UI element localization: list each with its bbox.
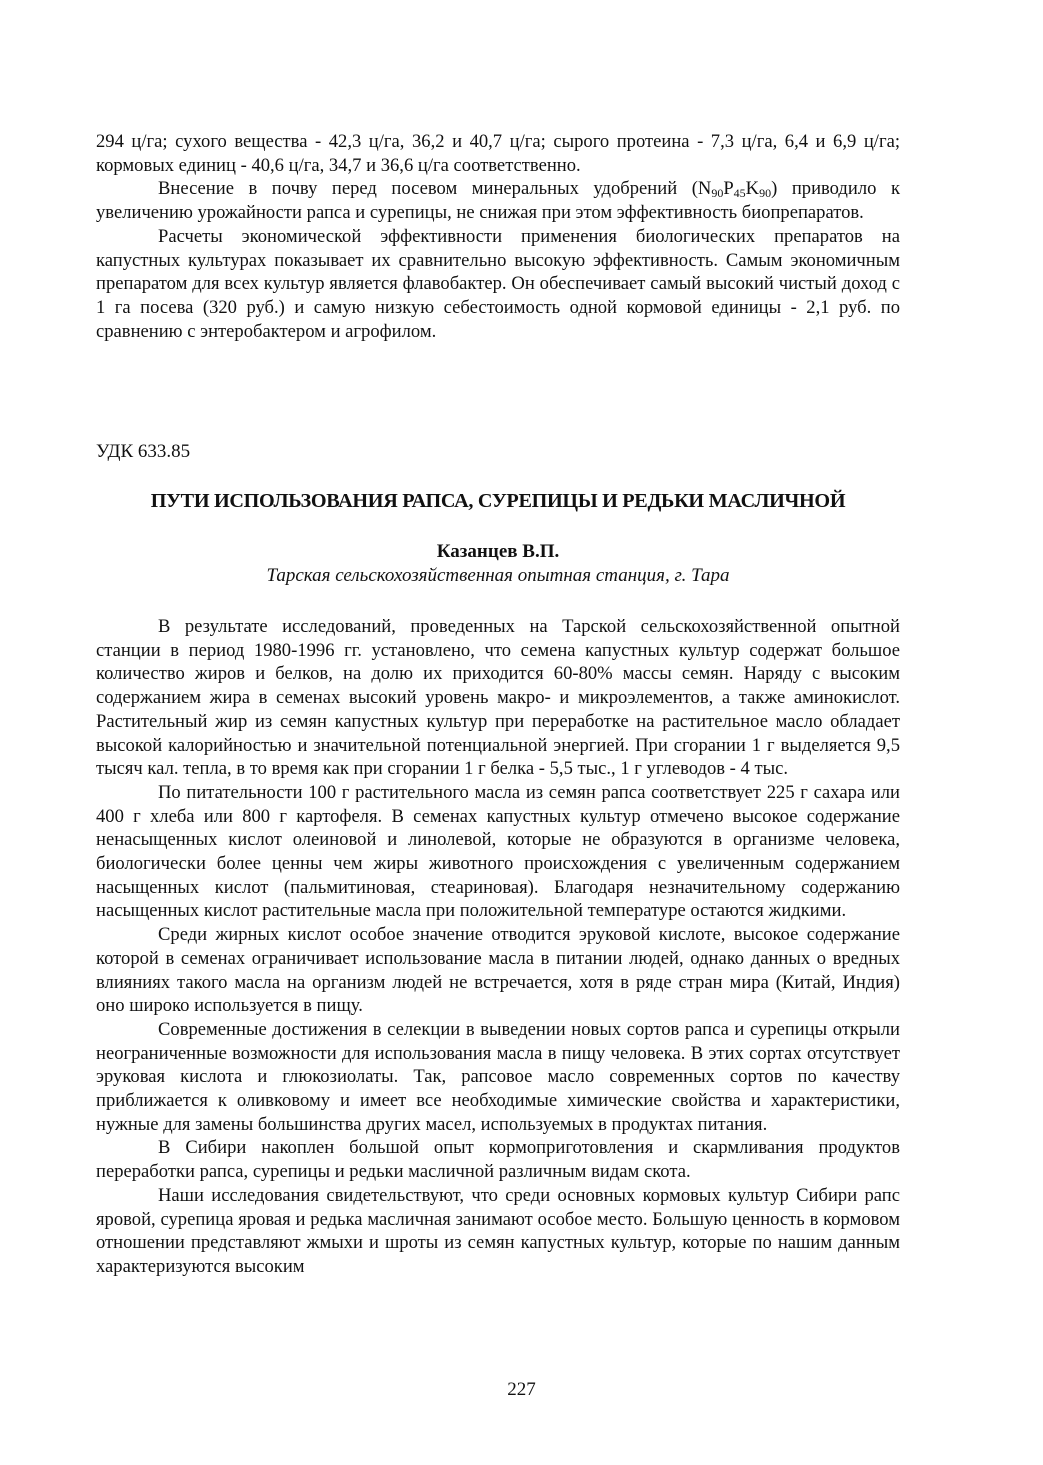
continuation-paragraph: 294 ц/га; сухого вещества - 42,3 ц/га, 36,2 и 40,7 ц/га; сырого протеина - 7,3 ц/га, 6,4 и 6,9 ц/га; кормовых единиц - 40,6 ц/га, 34,7 и 36,6 ц/га соответственно. — [96, 131, 900, 176]
body-paragraph: Среди жирных кислот особое значение отводится эруковой кислоте, высокое содержание которой в семенах ограничивает использование масла в питании людей, однако данных о вредных влияниях такого масла на организм людей не встречается, хотя в ряде стран мира (Китай, Индия) оно широко используется в пищу. — [96, 924, 900, 1017]
previous-article-continuation — [96, 130, 900, 343]
article-body — [96, 615, 900, 1279]
author-affiliation: Тарская сельскохозяйственная опытная станция, г. Тара — [266, 565, 730, 586]
page-number: 227 — [507, 1379, 536, 1400]
fertilizer-paragraph: Внесение в почву перед посевом минеральных удобрений $(N_{90}P_{45}K_{90})$ приводило к увеличению урожайности рапса и сурепицы, не снижая при этом эффективность биопрепаратов. — [96, 178, 900, 224]
body-paragraph: Современные достижения в селекции в выведении новых сортов рапса и сурепицы открыли неограниченные возможности для использования масла в пищу человека. В этих сортах отсутствует эруковая кислота и глюкозиолаты. Так, рапсовое масло современных сортов по качеству приближается к оливковому и имеет все необходимые химические свойства и характеристики, нужные для замены большинства других масел, используемых в продуктах питания. — [96, 1018, 900, 1135]
article-author: Казанцев В.П. — [436, 541, 560, 562]
udk-code: УДК 633.85 — [96, 441, 191, 462]
body-paragraph: В результате исследований, проведенных на Тарской сельскохозяйственной опытной станции в период 1980-1996 гг. установлено, что семена капустных культур содержат большое количество жиров и белков, на долю их приходится 60-80% массы семян. Наряду с высоким содержанием жира в семенах высокий уровень макро- и микроэлементов, а также аминокислот. Растительный жир из семян капустных культур при переработке на растительное масло обладает высокой калорийностью и значительной потенциальной энергией. При сгорании 1 г выделяется 9,5 тысяч кал. тепла, в то время как при сгорании 1 г белка - 5,5 тыс., 1 г углеводов - 4 тыс. — [96, 616, 900, 780]
article-title: ПУТИ ИСПОЛЬЗОВАНИЯ РАПСА, СУРЕПИЦЫ И РЕДЬКИ МАСЛИЧНОЙ — [150, 490, 846, 512]
economics-paragraph: Расчеты экономической эффективности применения биологических препаратов на капустных культурах показывает их сравнительно высокую эффективность. Самым экономичным препаратом для всех культур является флавобактер. Он обеспечивает самый высокий чистый доход с 1 га посева (320 руб.) и самую низкую себестоимость одной кормовой единицы - 2,1 руб. по сравнению с энтеробактером и агрофилом. — [96, 225, 900, 342]
body-paragraph: По питательности 100 г растительного масла из семян рапса соответствует 225 г сахара или 400 г хлеба или 800 г картофеля. В семенах капустных культур отмечено высокое содержание ненасыщенных кислот олеиновой и линолевой, которые не образуются в организме человека, биологически более ценны чем жиры животного происхождения с увеличенным содержанием насыщенных кислот (пальмитиновая, стеариновая). Благодаря незначительному содержанию насыщенных кислот растительные масла при положительной температуре остаются жидкими. — [96, 781, 900, 922]
body-paragraph: Наши исследования свидетельствуют, что среди основных кормовых культур Сибири рапс яровой, сурепица яровая и редька масличная занимают особое место. Большую ценность в кормовом отношении представляют жмыхи и шроты из семян капустных культур, которые по нашим данным характеризуются высоким — [96, 1184, 900, 1277]
body-paragraph: В Сибири накоплен большой опыт кормоприготовления и скармливания продуктов переработки рапса, сурепицы и редьки масличной различным видам скота. — [96, 1137, 900, 1183]
